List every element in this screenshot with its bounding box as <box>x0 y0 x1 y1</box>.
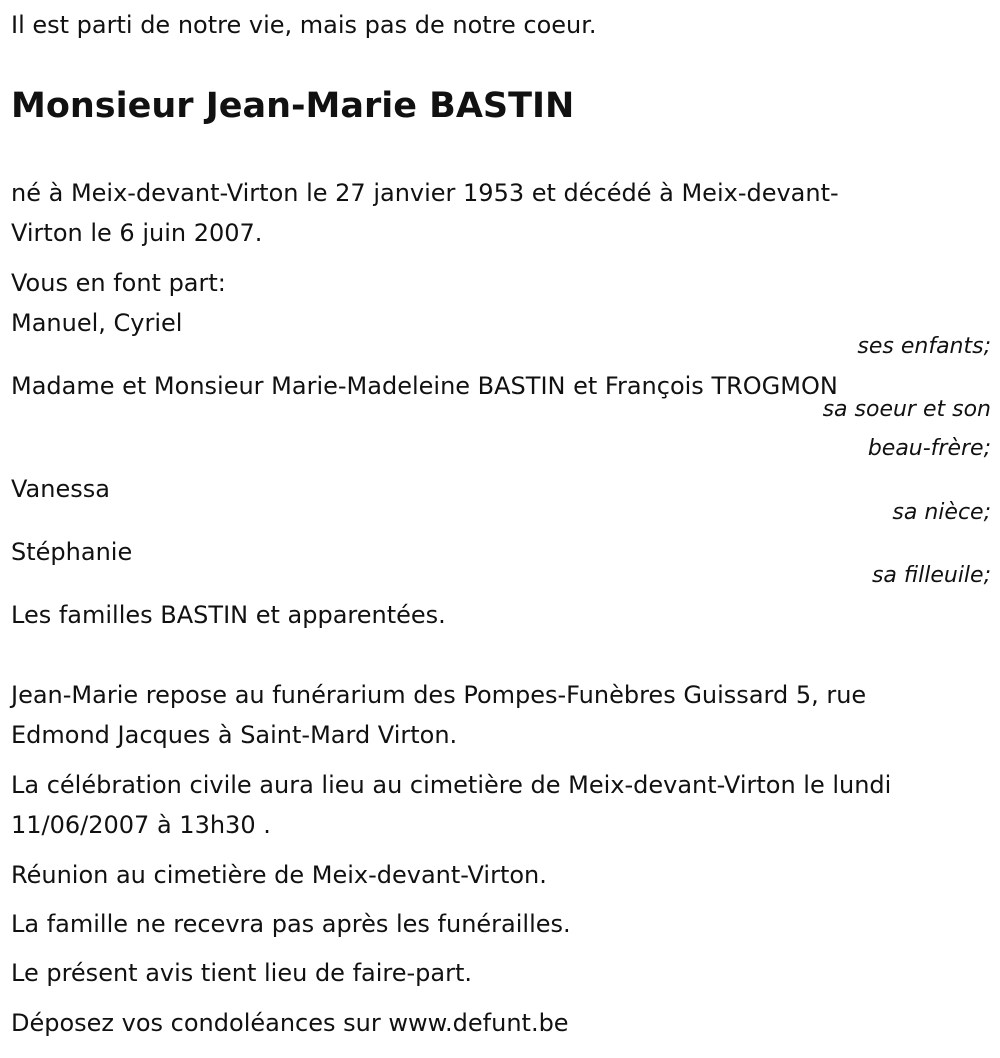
relation-goddaughter: sa filleuile; <box>871 563 991 588</box>
deceased-name: Monsieur Jean-Marie BASTIN <box>11 86 575 126</box>
funerarium-line-2: Edmond Jacques à Saint-Mard Virton. <box>11 721 458 749</box>
obituary-notice <box>11 0 991 1058</box>
announce-label: Vous en font part: <box>11 269 226 297</box>
no-reception-line: La famille ne recevra pas après les funérailles. <box>11 910 571 938</box>
family-member-goddaughter: Stéphanie <box>11 538 133 566</box>
family-member-children: Manuel, Cyriel <box>11 309 183 337</box>
birth-death-line-2: Virton le 6 juin 2007. <box>11 219 263 247</box>
relation-sister-line-2: beau-frère; <box>867 436 991 461</box>
funerarium-line-1: Jean-Marie repose au funérarium des Pompes-Funèbres Guissard 5, rue <box>11 681 867 709</box>
meeting-line: Réunion au cimetière de Meix-devant-Virton. <box>11 861 547 889</box>
ceremony-line-2: 11/06/2007 à 13h30 . <box>11 811 271 839</box>
family-member-sister: Madame et Monsieur Marie-Madeleine BASTIN et François TROGMON <box>11 372 838 400</box>
epigraph: Il est parti de notre vie, mais pas de notre coeur. <box>11 11 597 39</box>
birth-death-line-1: né à Meix-devant-Virton le 27 janvier 1953 et décédé à Meix-devant- <box>11 179 839 207</box>
ceremony-line-1: La célébration civile aura lieu au cimetière de Meix-devant-Virton le lundi <box>11 771 892 799</box>
notice-line: Le présent avis tient lieu de faire-part. <box>11 959 473 987</box>
condolences-line: Déposez vos condoléances sur www.defunt.be <box>11 1009 569 1037</box>
relation-children: ses enfants; <box>857 334 991 359</box>
family-member-niece: Vanessa <box>11 475 110 503</box>
relation-sister-line-1: sa soeur et son <box>822 397 991 422</box>
families-line: Les familles BASTIN et apparentées. <box>11 601 446 629</box>
relation-niece: sa nièce; <box>892 500 991 525</box>
